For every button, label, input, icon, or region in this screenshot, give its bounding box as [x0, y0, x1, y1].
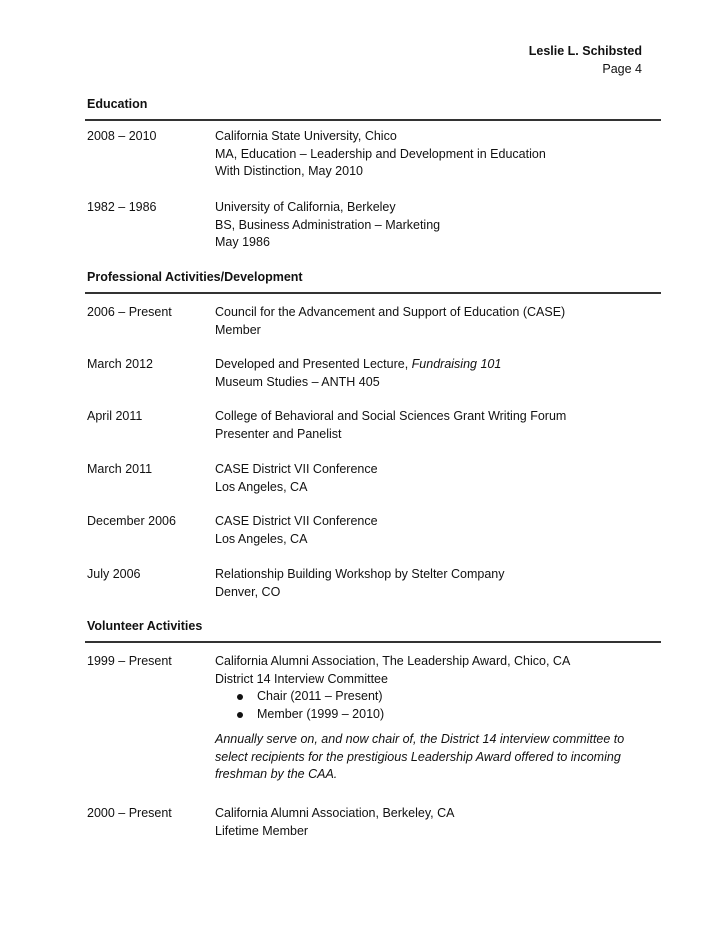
entry-line: University of California, Berkeley [215, 200, 396, 214]
entry-date: March 2012 [87, 357, 154, 371]
entry-line: CASE District VII Conference [215, 514, 378, 528]
page-header [529, 42, 642, 78]
entry-line: Denver, CO [215, 584, 281, 599]
author-name: Leslie L. Schibsted [528, 44, 642, 58]
entry-line: Member [215, 322, 261, 337]
entry-line: Los Angeles, CA [215, 479, 308, 494]
entry-line: Los Angeles, CA [215, 531, 308, 546]
entry-details [215, 408, 665, 443]
entry-date: 1999 – Present [87, 654, 172, 668]
entry-line: MA, Education – Leadership and Development in Education [215, 146, 546, 161]
entry-line: CASE District VII Conference [215, 462, 378, 476]
entry-date: 2000 – Present [87, 806, 172, 820]
entry-text: Developed and Presented Lecture, [215, 357, 412, 371]
bullet-item [215, 688, 665, 706]
bullet-icon [237, 712, 243, 718]
entry-details [215, 805, 665, 840]
entry-date: March 2011 [87, 462, 153, 476]
entry-details [215, 461, 665, 496]
entry-line: Council for the Advancement and Support of Education (CASE) [215, 305, 566, 319]
entry-details [215, 128, 665, 181]
entry-line: California Alumni Association, The Leadership Award, Chico, CA [215, 654, 571, 668]
entry-line: With Distinction, May 2010 [215, 164, 363, 178]
entry-date: December 2006 [87, 514, 176, 528]
lecture-title: Fundraising 101 [411, 357, 502, 371]
entry-line: May 1986 [215, 235, 270, 249]
section-divider [85, 119, 661, 121]
bullet-text: Member (1999 – 2010) [257, 706, 385, 721]
bullet-icon [237, 694, 243, 700]
entry-line: Relationship Building Workshop by Stelter Company [215, 567, 505, 581]
section-divider [85, 641, 661, 643]
entry-line: District 14 Interview Committee [215, 671, 388, 686]
bullet-item [215, 706, 665, 724]
entry-line: Museum Studies – ANTH 405 [215, 374, 380, 389]
entry-line: Lifetime Member [215, 823, 309, 838]
page-number: Page 4 [602, 62, 642, 76]
entry-line [215, 356, 665, 374]
section-title-professional: Professional Activities/Development [87, 270, 303, 284]
entry-details [215, 304, 665, 339]
entry-line: Presenter and Panelist [215, 426, 342, 441]
entry-date: 1982 – 1986 [87, 200, 157, 214]
entry-line: California Alumni Association, Berkeley, CA [215, 806, 455, 820]
entry-date: April 2011 [87, 409, 143, 423]
entry-line: BS, Business Administration – Marketing [215, 217, 441, 232]
entry-date: 2006 – Present [87, 305, 172, 319]
entry-details [215, 566, 665, 601]
entry-details [215, 199, 665, 252]
entry-line: College of Behavioral and Social Sciences Grant Writing Forum [215, 409, 567, 423]
entry-details [215, 513, 665, 548]
section-divider [85, 292, 661, 294]
entry-note: Annually serve on, and now chair of, the District 14 interview committee to select recipients for the prestigious Leadership Award offered to incoming freshman by the CAA. [215, 732, 625, 781]
entry-date: 2008 – 2010 [87, 129, 157, 143]
section-title-education: Education [87, 97, 148, 111]
entry-date: July 2006 [87, 567, 141, 581]
entry-line: California State University, Chico [215, 129, 397, 143]
section-title-volunteer: Volunteer Activities [87, 619, 203, 633]
bullet-text: Chair (2011 – Present) [257, 689, 383, 703]
entry-details [215, 356, 665, 391]
entry-details [215, 653, 665, 784]
